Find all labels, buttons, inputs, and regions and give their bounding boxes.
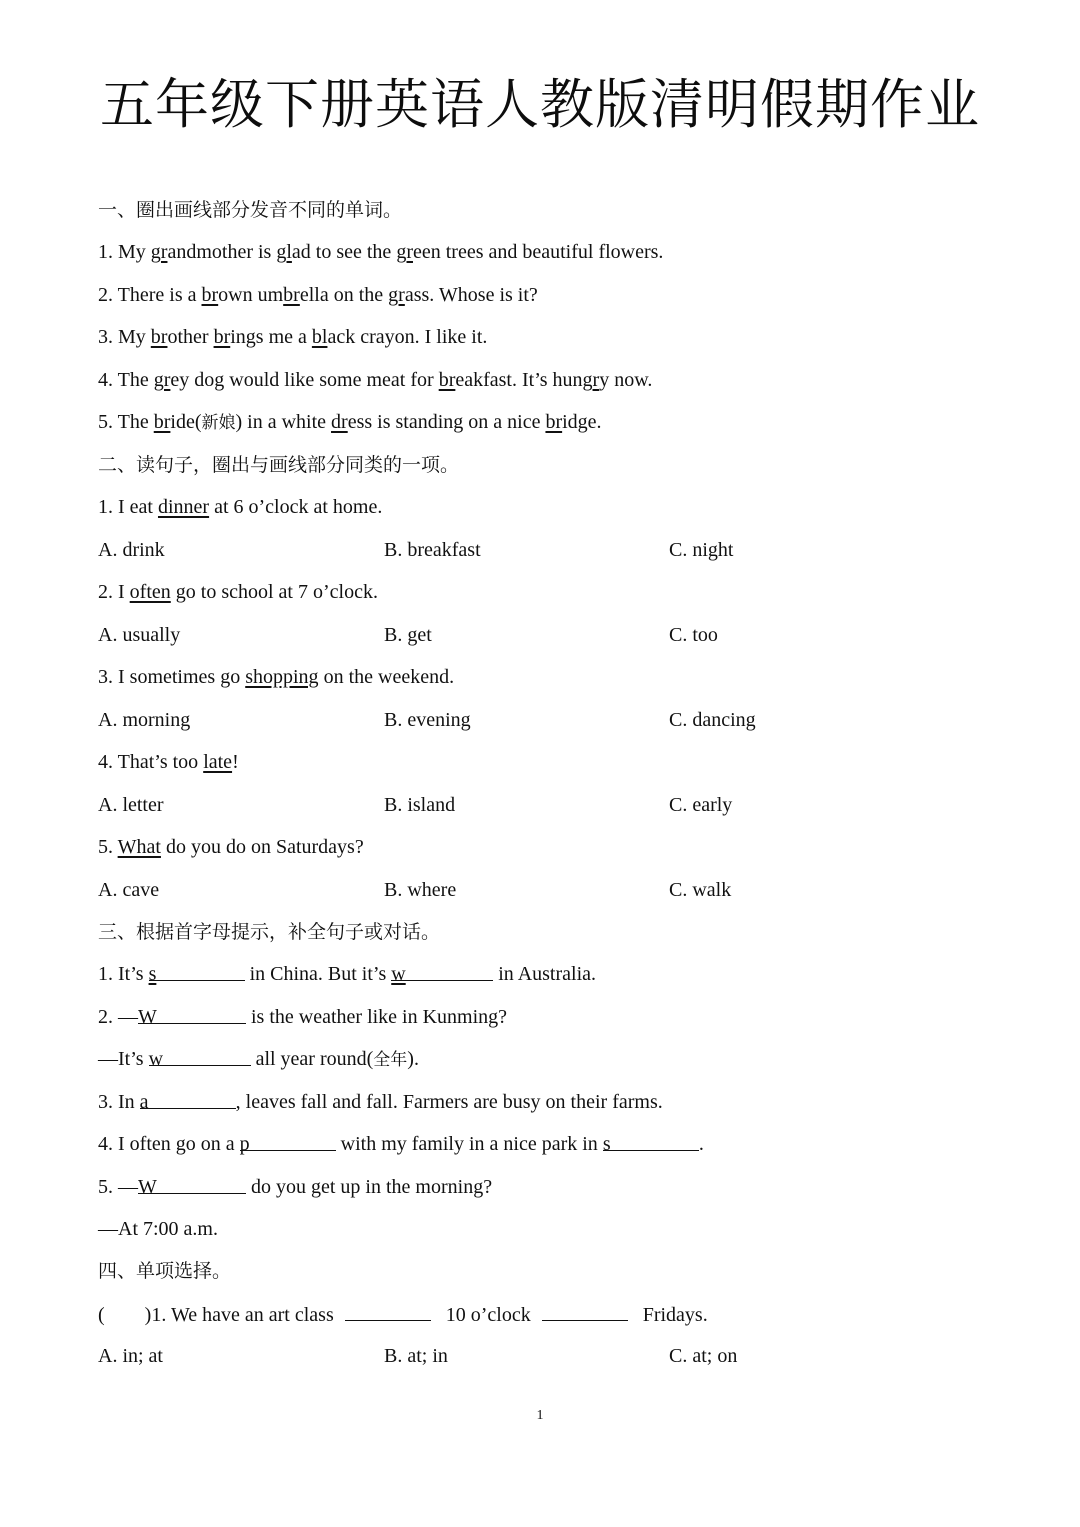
fill-blank[interactable]: s bbox=[149, 960, 245, 981]
option-c: C. dancing bbox=[669, 709, 756, 731]
option-c: C. too bbox=[669, 624, 718, 646]
s2-question-2: 2. I often go to school at 7 o’clock. bbox=[98, 581, 378, 603]
s1-question-2: 2. There is a brown umbrella on the grass. Whose is it? bbox=[98, 284, 538, 306]
s3-question-5: 5. —W do you get up in the morning? bbox=[98, 1173, 492, 1201]
option-b: B. get bbox=[384, 624, 432, 646]
page-number: 1 bbox=[536, 1408, 544, 1423]
fill-blank[interactable]: W bbox=[138, 1173, 246, 1194]
option-b: B. island bbox=[384, 794, 456, 816]
page-title: 五年级下册英语人教版清明假期作业 bbox=[100, 73, 980, 136]
s3-question-1: 1. It’s s in China. But it’s w in Australia. bbox=[98, 960, 596, 988]
option-a: A. drink bbox=[98, 539, 165, 561]
s2-options-2 bbox=[98, 621, 898, 649]
fill-blank[interactable]: w bbox=[149, 1045, 251, 1066]
s3-question-3: 3. In a , leaves fall and fall. Farmers are busy on their farms. bbox=[98, 1088, 663, 1116]
fill-blank[interactable]: s bbox=[603, 1130, 699, 1151]
s2-question-3: 3. I sometimes go shopping on the weekend. bbox=[98, 666, 455, 688]
option-c: C. walk bbox=[669, 879, 732, 901]
option-a: A. usually bbox=[98, 624, 181, 646]
s2-options-3 bbox=[98, 706, 898, 734]
fill-blank[interactable] bbox=[345, 1300, 431, 1321]
fill-blank[interactable] bbox=[542, 1300, 628, 1321]
s3-question-2-reply: —It’s w all year round(全年). bbox=[98, 1045, 419, 1073]
fill-blank[interactable]: p bbox=[240, 1130, 336, 1151]
s2-options-1 bbox=[98, 536, 898, 564]
section-4-heading: 四、单项选择。 bbox=[98, 1260, 232, 1282]
fill-blank[interactable]: W bbox=[138, 1003, 246, 1024]
option-a: A. morning bbox=[98, 709, 191, 731]
s2-options-4 bbox=[98, 791, 898, 819]
s3-question-2: 2. —W is the weather like in Kunming? bbox=[98, 1003, 507, 1031]
s1-question-1: 1. My grandmother is glad to see the green trees and beautiful flowers. bbox=[98, 241, 664, 263]
s1-question-4: 4. The grey dog would like some meat for breakfast. It’s hungry now. bbox=[98, 369, 653, 391]
section-2-heading: 二、读句子，圈出与画线部分同类的一项。 bbox=[98, 454, 460, 476]
s1-question-3: 3. My brother brings me a black crayon. I like it. bbox=[98, 326, 488, 348]
option-a: A. in; at bbox=[98, 1345, 163, 1367]
option-c: C. at; on bbox=[669, 1345, 738, 1367]
option-c: C. early bbox=[669, 794, 733, 816]
option-a: A. cave bbox=[98, 879, 160, 901]
section-3-heading: 三、根据首字母提示，补全句子或对话。 bbox=[98, 921, 441, 943]
option-b: B. where bbox=[384, 879, 457, 901]
s1-question-5: 5. The bride(新娘) in a white dress is standing on a nice bridge. bbox=[98, 411, 602, 433]
s4-options-1 bbox=[98, 1342, 898, 1370]
s2-question-5: 5. What do you do on Saturdays? bbox=[98, 836, 364, 858]
s4-question-1: ( )1. We have an art class 10 o’clock Fridays. bbox=[98, 1300, 708, 1328]
s2-question-1: 1. I eat dinner at 6 o’clock at home. bbox=[98, 496, 383, 518]
fill-blank[interactable]: w bbox=[391, 960, 493, 981]
option-a: A. letter bbox=[98, 794, 164, 816]
section-1-heading: 一、圈出画线部分发音不同的单词。 bbox=[98, 199, 403, 221]
option-b: B. breakfast bbox=[384, 539, 481, 561]
option-b: B. at; in bbox=[384, 1345, 448, 1367]
s3-question-5-reply: —At 7:00 a.m. bbox=[98, 1218, 218, 1240]
s2-options-5 bbox=[98, 876, 898, 904]
s2-question-4: 4. That’s too late! bbox=[98, 751, 239, 773]
s3-question-4: 4. I often go on a p with my family in a nice park in s . bbox=[98, 1130, 704, 1158]
option-b: B. evening bbox=[384, 709, 471, 731]
fill-blank[interactable]: a bbox=[140, 1088, 236, 1109]
option-c: C. night bbox=[669, 539, 734, 561]
